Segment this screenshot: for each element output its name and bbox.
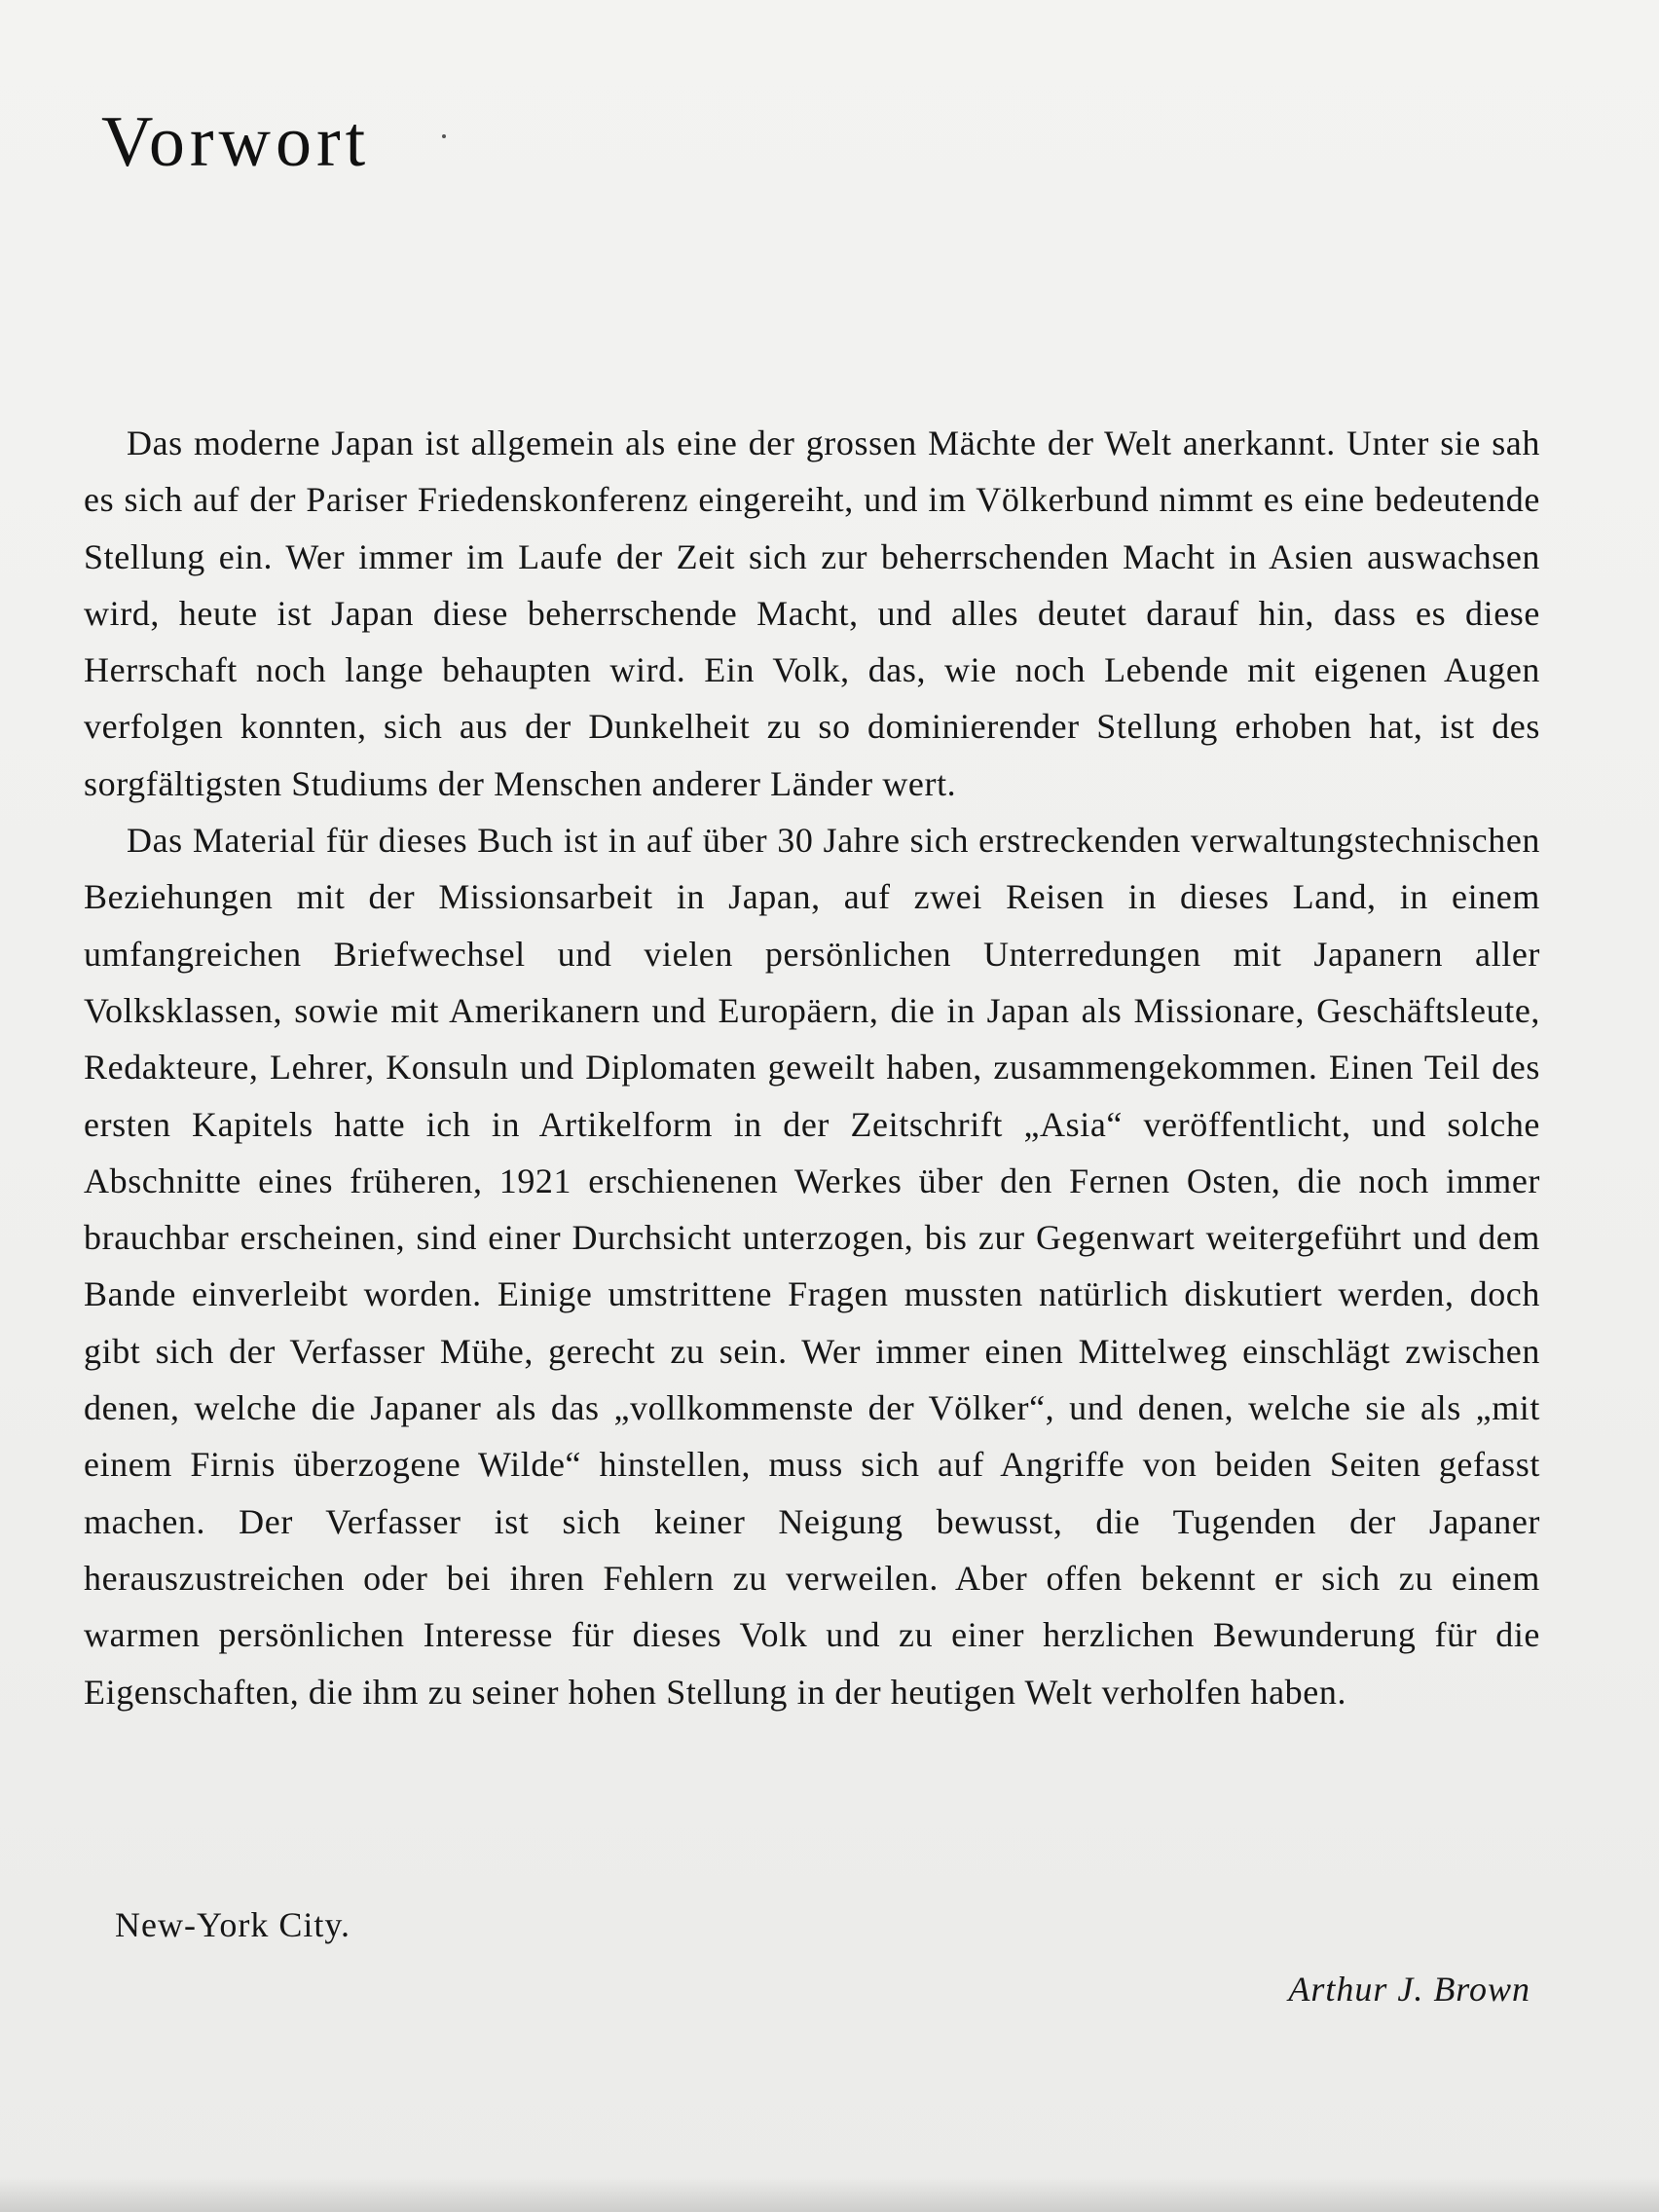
place-line: New-York City. — [115, 1905, 351, 1944]
paragraph-2: Das Material für dieses Buch ist in auf über 30 Jahre sich erstreckenden verwaltungstechnischen Beziehungen mit der Missionsarbeit in Japan, auf zwei Reisen in dieses Land, in einem umfangreichen Briefwechsel und vielen persönlichen Unterredungen mit Japanern aller Volksklassen, sowie mit Amerikanern und Europäern, die in Japan als Missionare, Geschäftsleute, Redakteure, Lehrer, Konsuln und Diplomaten geweilt haben, zusammengekommen. Einen Teil des ersten Kapitels hatte ich in Artikelform in der Zeitschrift „Asia“ veröffentlicht, und solche Abschnitte eines früheren, 1921 erschienenen Werkes über den Fernen Osten, die noch immer brauchbar erscheinen, sind einer Durchsicht unterzogen, bis zur Gegenwart weitergeführt und dem Bande einverleibt worden. Einige umstrittene Fragen mussten natürlich diskutiert werden, doch gibt sich der Verfasser Mühe, gerecht zu sein. Wer immer einen Mittelweg einschlägt zwischen denen, welche die Japaner als das „vollkommenste der Völker“, und denen, welche sie als „mit einem Firnis überzogene Wilde“ hinstellen, muss sich auf Angriffe von beiden Seiten gefasst machen. Der Verfasser ist sich keiner Neigung bewusst, die Tugenden der Japaner herauszustreichen oder bei ihren Fehlern zu verweilen. Aber offen bekennt er sich zu einem warmen persönlichen Interesse für dieses Volk und zu einer herzlichen Bewunderung für die Eigenschaften, die ihm zu seiner hohen Stellung in der heutigen Welt verholfen haben. — [84, 821, 1540, 1712]
foreword-text — [84, 415, 1540, 1720]
author-signature: Arthur J. Brown — [1288, 1970, 1530, 2009]
page-title: Vorwort — [101, 102, 371, 182]
ink-speck — [442, 134, 446, 138]
paragraph-1: Das moderne Japan ist allgemein als eine der grossen Mächte der Welt anerkannt. Unter sie sah es sich auf der Pariser Friedenskonferenz eingereiht, und im Völkerbund nimmt es eine bedeutende Stellung ein. Wer immer im Laufe der Zeit sich zur beherrschenden Macht in Asien auswachsen wird, heute ist Japan diese beherrschende Macht, und alles deutet darauf hin, dass es diese Herrschaft noch lange behaupten wird. Ein Volk, das, wie noch Lebende mit eigenen Augen verfolgen konnten, sich aus der Dunkelheit zu so dominierender Stellung erhoben hat, ist des sorgfältigsten Studiums der Menschen anderer Länder wert. — [84, 424, 1540, 803]
page-edge-shadow — [0, 2177, 1659, 2212]
